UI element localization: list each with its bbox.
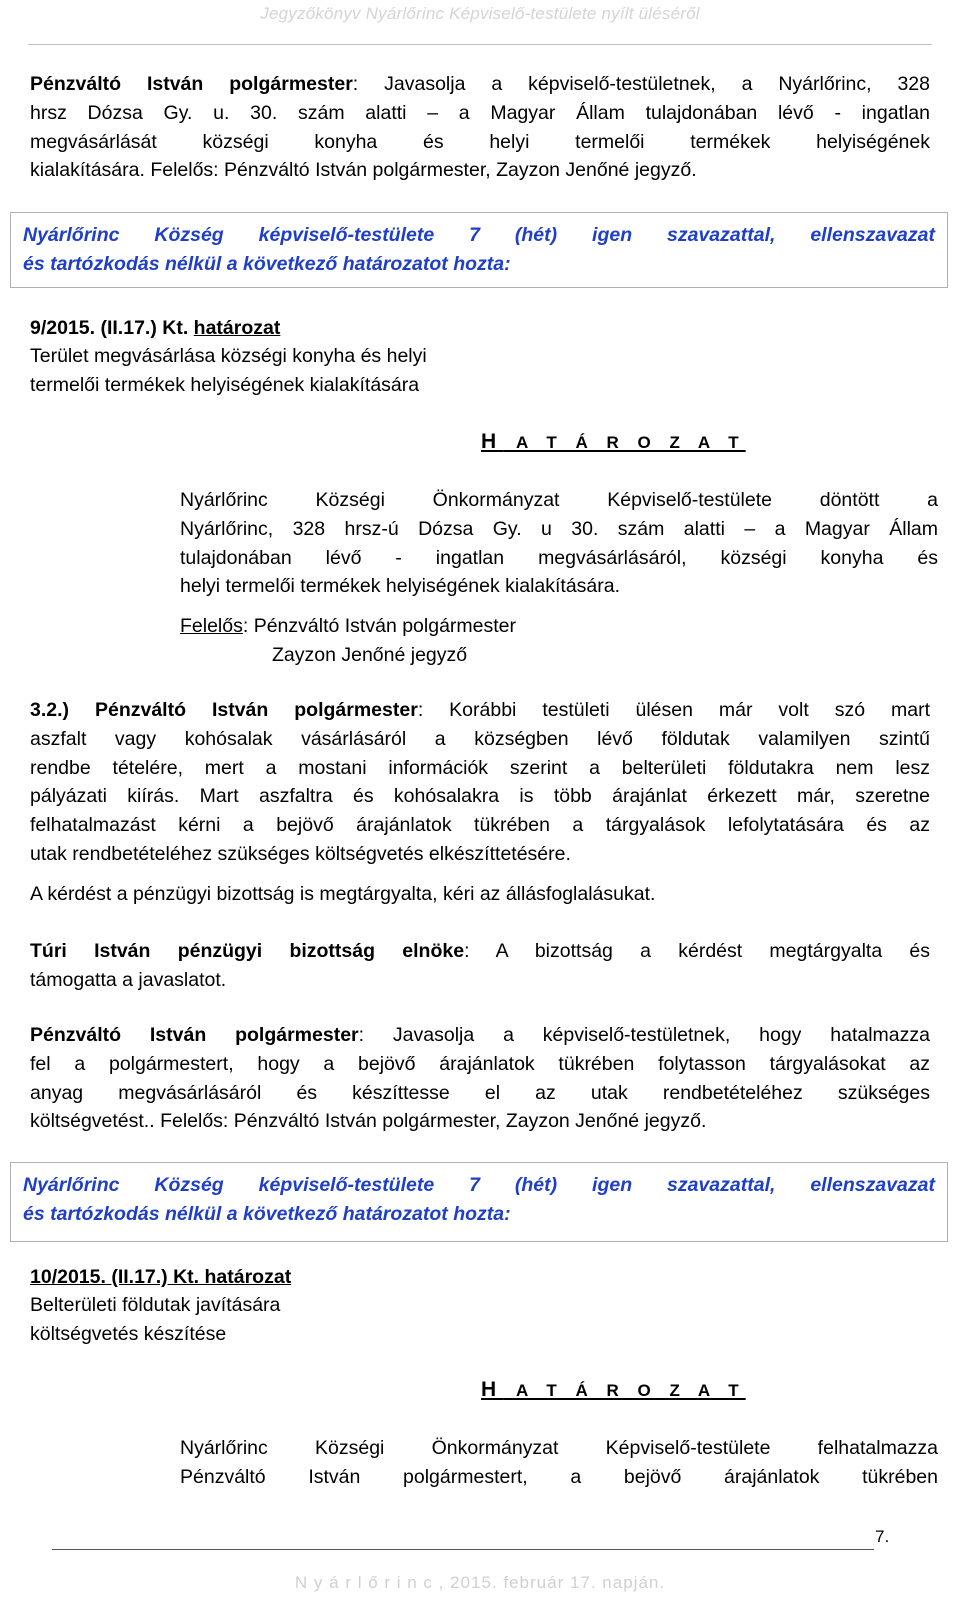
paragraph-line: anyag megvásárlásáról és készíttesse el az utak rendbetételéhez szükséges [30, 1081, 930, 1104]
paragraph-proposal-1 [30, 70, 930, 185]
body-line: helyi termelői termékek helyiségének kialakítására. [180, 575, 621, 598]
responsible-label: Felelős [180, 615, 243, 637]
speaker-name: Pénzváltó István polgármester [94, 699, 418, 721]
paragraph-line: utak rendbetételéhez szükséges költségvetés elkészíttetésére. [30, 842, 571, 865]
text-fragment: : Korábbi testületi ülésen már volt szó mart [417, 699, 931, 721]
body-line: Nyárlőrinc, 328 hrsz-ú Dózsa Gy. u 30. szám alatti – a Magyar Állam [180, 517, 938, 540]
footer-text: N y á r l ő r i n c , 2015. február 17. napján. [294, 1573, 666, 1592]
vote-line: és tartózkodás nélkül a következő határozatot hozta: [23, 253, 511, 275]
text-fragment: : Javasolja a képviselő-testületnek, hogy hatalmazza [358, 1024, 930, 1046]
vote-line: Nyárlőrinc Község képviselő-testülete 7 (hét) igen szavazattal, ellenszavazat [23, 224, 935, 246]
footer-rule [52, 1549, 874, 1550]
page-number: 7. [875, 1527, 890, 1546]
paragraph-line: hrsz Dózsa Gy. u. 30. szám alatti – a Magyar Állam tulajdonában lévő - ingatlan [30, 101, 930, 124]
resolution-number-text: 9/2015. (II.17.) Kt. [30, 317, 189, 339]
paragraph-line: fel a polgármestert, hogy a bejövő árajánlatok tükrében folytasson tárgyalásokat az [30, 1052, 930, 1075]
responsible-line [180, 612, 880, 641]
heading-rest: A T Á R O Z A T [516, 1381, 746, 1400]
body-line: Nyárlőrinc Községi Önkormányzat Képviselő-testülete döntött a [180, 489, 938, 511]
vote-box [10, 212, 948, 288]
body-line: tulajdonában lévő - ingatlan megvásárlásáról, községi konyha és [180, 546, 938, 569]
subject-line: termelői termékek helyiségének kialakítására [30, 373, 420, 396]
speaker-name: Pénzváltó István polgármester [30, 1024, 359, 1046]
header-title: Jegyzőkönyv Nyárlőrinc Képviselő-testülete nyílt üléséről [260, 4, 700, 23]
heading-initial: H [481, 1378, 504, 1401]
paragraph-committee-opinion [30, 937, 930, 995]
paragraph-line [30, 1021, 930, 1050]
resolution-heading [481, 430, 746, 454]
speaker-name: Pénzváltó István polgármester [30, 73, 353, 95]
resolution-heading [481, 1378, 746, 1402]
paragraph-line: pályázati kiírás. Mart aszfaltra és kohósalakra is több árajánlat érkezett már, szeretne [30, 785, 930, 808]
paragraph-proposal-2 [30, 1021, 930, 1136]
resolution-subject [30, 342, 930, 400]
paragraph-line: támogatta a javaslatot. [30, 968, 227, 991]
paragraph-line [30, 156, 930, 185]
heading-initial: H [481, 430, 504, 453]
resolution-body [180, 486, 938, 601]
header-rule [28, 44, 932, 45]
body-line: Pénzváltó István polgármestert, a bejövő árajánlatok tükrében [180, 1465, 938, 1488]
paragraph-line: felhatalmazást kérni a bejövő árajánlatok tükrében a tárgyalások lefolytatására és az [30, 814, 930, 837]
paragraph-line [30, 937, 930, 966]
section-3-2 [30, 696, 930, 869]
resolution-subject [30, 1291, 930, 1349]
text-fragment: Javasolja a képviselő-testületnek, a Nyárlőrinc, 328 [384, 73, 931, 95]
body-line: Nyárlőrinc Községi Önkormányzat Képviselő-testülete felhatalmazza [180, 1437, 938, 1459]
paragraph-line: aszfalt vagy kohósalak vásárlásáról a községben lévő földutak valamilyen szintű [30, 727, 930, 750]
resolution-responsible [180, 612, 880, 670]
text-fragment: kialakítására. [30, 159, 145, 182]
heading-rest: A T Á R O Z A T [516, 433, 746, 452]
speaker-name: Túri István pénzügyi bizottság elnöke [30, 940, 465, 962]
committee-line: A kérdést a pénzügyi bizottság is megtárgyalta, kéri az állásfoglalásukat. [30, 883, 656, 905]
responsible-line: Zayzon Jenőné jegyző [272, 643, 468, 666]
paragraph-line: Pénzváltó István polgármester: Javasolja a képviselő-testületnek, a Nyárlőrinc, 328 [30, 73, 931, 95]
responsible-name: : Pénzváltó István polgármester [242, 615, 517, 637]
paragraph-line: költségvetést.. Felelős: Pénzváltó István polgármester, Zayzon Jenőné jegyző. [30, 1110, 707, 1133]
text-fragment: : A bizottság a kérdést megtárgyalta és [464, 940, 931, 962]
subject-line: költségvetés készítése [30, 1322, 227, 1345]
subject-line: Belterületi földutak javítására [30, 1294, 281, 1316]
section-number: 3.2.) [30, 699, 70, 721]
resolution-number [30, 314, 930, 343]
paragraph-line: megvásárlását községi konyha és helyi termelői termékek helyiségének [30, 130, 930, 153]
vote-line: és tartózkodás nélkül a következő határozatot hozta: [23, 1203, 511, 1225]
vote-line: Nyárlőrinc Község képviselő-testülete 7 (hét) igen szavazattal, ellenszavazat [23, 1174, 935, 1196]
resolution-word: határozat [193, 317, 281, 339]
responsible-line: Felelős: Pénzváltó István polgármester, Zayzon Jenőné jegyző. [150, 159, 697, 182]
vote-box [10, 1162, 948, 1242]
resolution-number-text: 10/2015. (II.17.) Kt. határozat [30, 1266, 292, 1288]
resolution-body [180, 1434, 938, 1492]
subject-line: Terület megvásárlása községi konyha és helyi [30, 345, 427, 367]
resolution-number [30, 1263, 930, 1292]
paragraph-line: rendbe tételére, mert a mostani információk szerint a belterületi földutakra nem lesz [30, 756, 930, 779]
paragraph-line [30, 696, 930, 725]
